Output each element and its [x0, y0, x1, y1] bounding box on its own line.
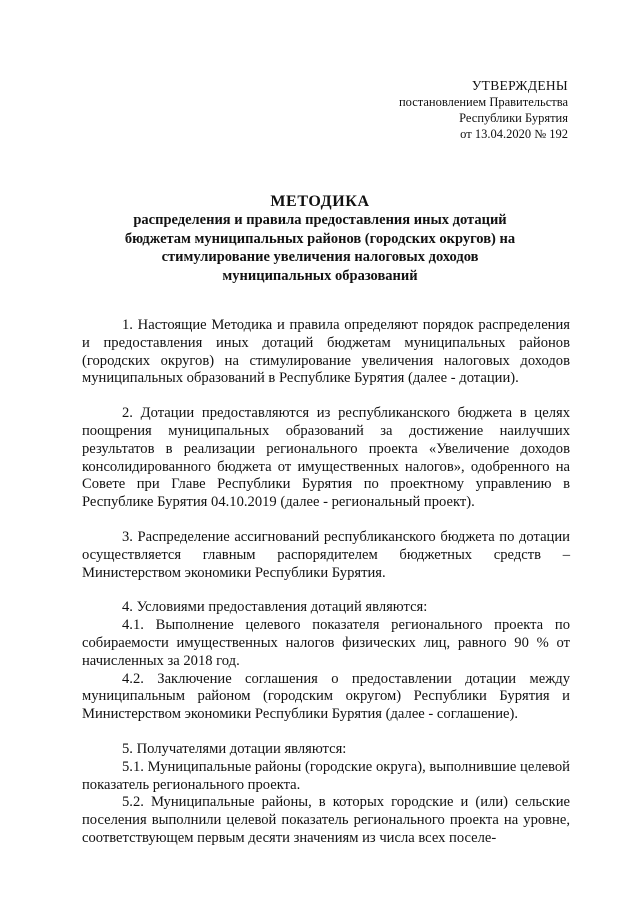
paragraph-4-2: 4.2. Заключение соглашения о предоставлении дотации между муниципальным районом (городским округом) Республики Бурятия и Министерством экономики Республики Бурятия (далее - соглашение). — [82, 670, 570, 723]
paragraph-5: 5. Получателями дотации являются: — [122, 740, 347, 757]
approval-heading: УТВЕРЖДЕНЫ — [471, 78, 568, 93]
paragraph-2: 2. Дотации предоставляются из республиканского бюджета в целях поощрения муниципальных образований за достижение наилучших результатов в реализации регионального проекта «Увеличение доходов консолидированного бюджета от имущественных налогов», одобренного на Совете при Главе Республики Бурятия по проектному управлению в Республике Бурятия 04.10.2019 (далее - региональный проект). — [82, 405, 570, 511]
paragraph-4-1: 4.1. Выполнение целевого показателя регионального проекта по собираемости имущественных налогов физических лиц, равного 90 % от начисленных за 2018 год. — [82, 617, 570, 669]
title-line: стимулирование увеличения налоговых доходов — [161, 249, 479, 265]
approval-stamp — [399, 78, 568, 142]
paragraph-3: 3. Распределение ассигнований республиканского бюджета по дотации осуществляется главным распорядителем бюджетных средств – Министерством экономики Республики Бурятия. — [82, 528, 570, 581]
document-title — [80, 192, 560, 285]
document-body — [82, 317, 570, 848]
title-line: бюджетам муниципальных районов (городских округов) на — [124, 230, 516, 247]
approval-line: Республики Бурятия — [459, 111, 568, 125]
title-main: МЕТОДИКА — [270, 193, 370, 210]
paragraph-4: 4. Условиями предоставления дотаций являются: — [122, 599, 428, 616]
paragraph-1: 1. Настоящие Методика и правила определяют порядок распределения и предоставления иных дотаций бюджетам муниципальных районов (городских округов) на стимулирование увеличения налоговых доходов муниципальных образований в Республике Бурятия (далее - дотации). — [82, 317, 570, 387]
paragraph-5-2: 5.2. Муниципальные районы, в которых городские и (или) сельские поселения выполнили целевой показатель регионального проекта на уровне, соответствующем первым десяти значениям из числа всех поселе- — [82, 794, 570, 846]
title-line: муниципальных образований — [222, 267, 418, 284]
approval-date-number: от 13.04.2020 № 192 — [460, 127, 568, 141]
paragraph-5-1: 5.1. Муниципальные районы (городские округа), выполнившие целевой показатель регионального проекта. — [82, 758, 570, 793]
approval-line: постановлением Правительства — [398, 95, 568, 109]
title-line: распределения и правила предоставления иных дотаций — [133, 212, 507, 228]
